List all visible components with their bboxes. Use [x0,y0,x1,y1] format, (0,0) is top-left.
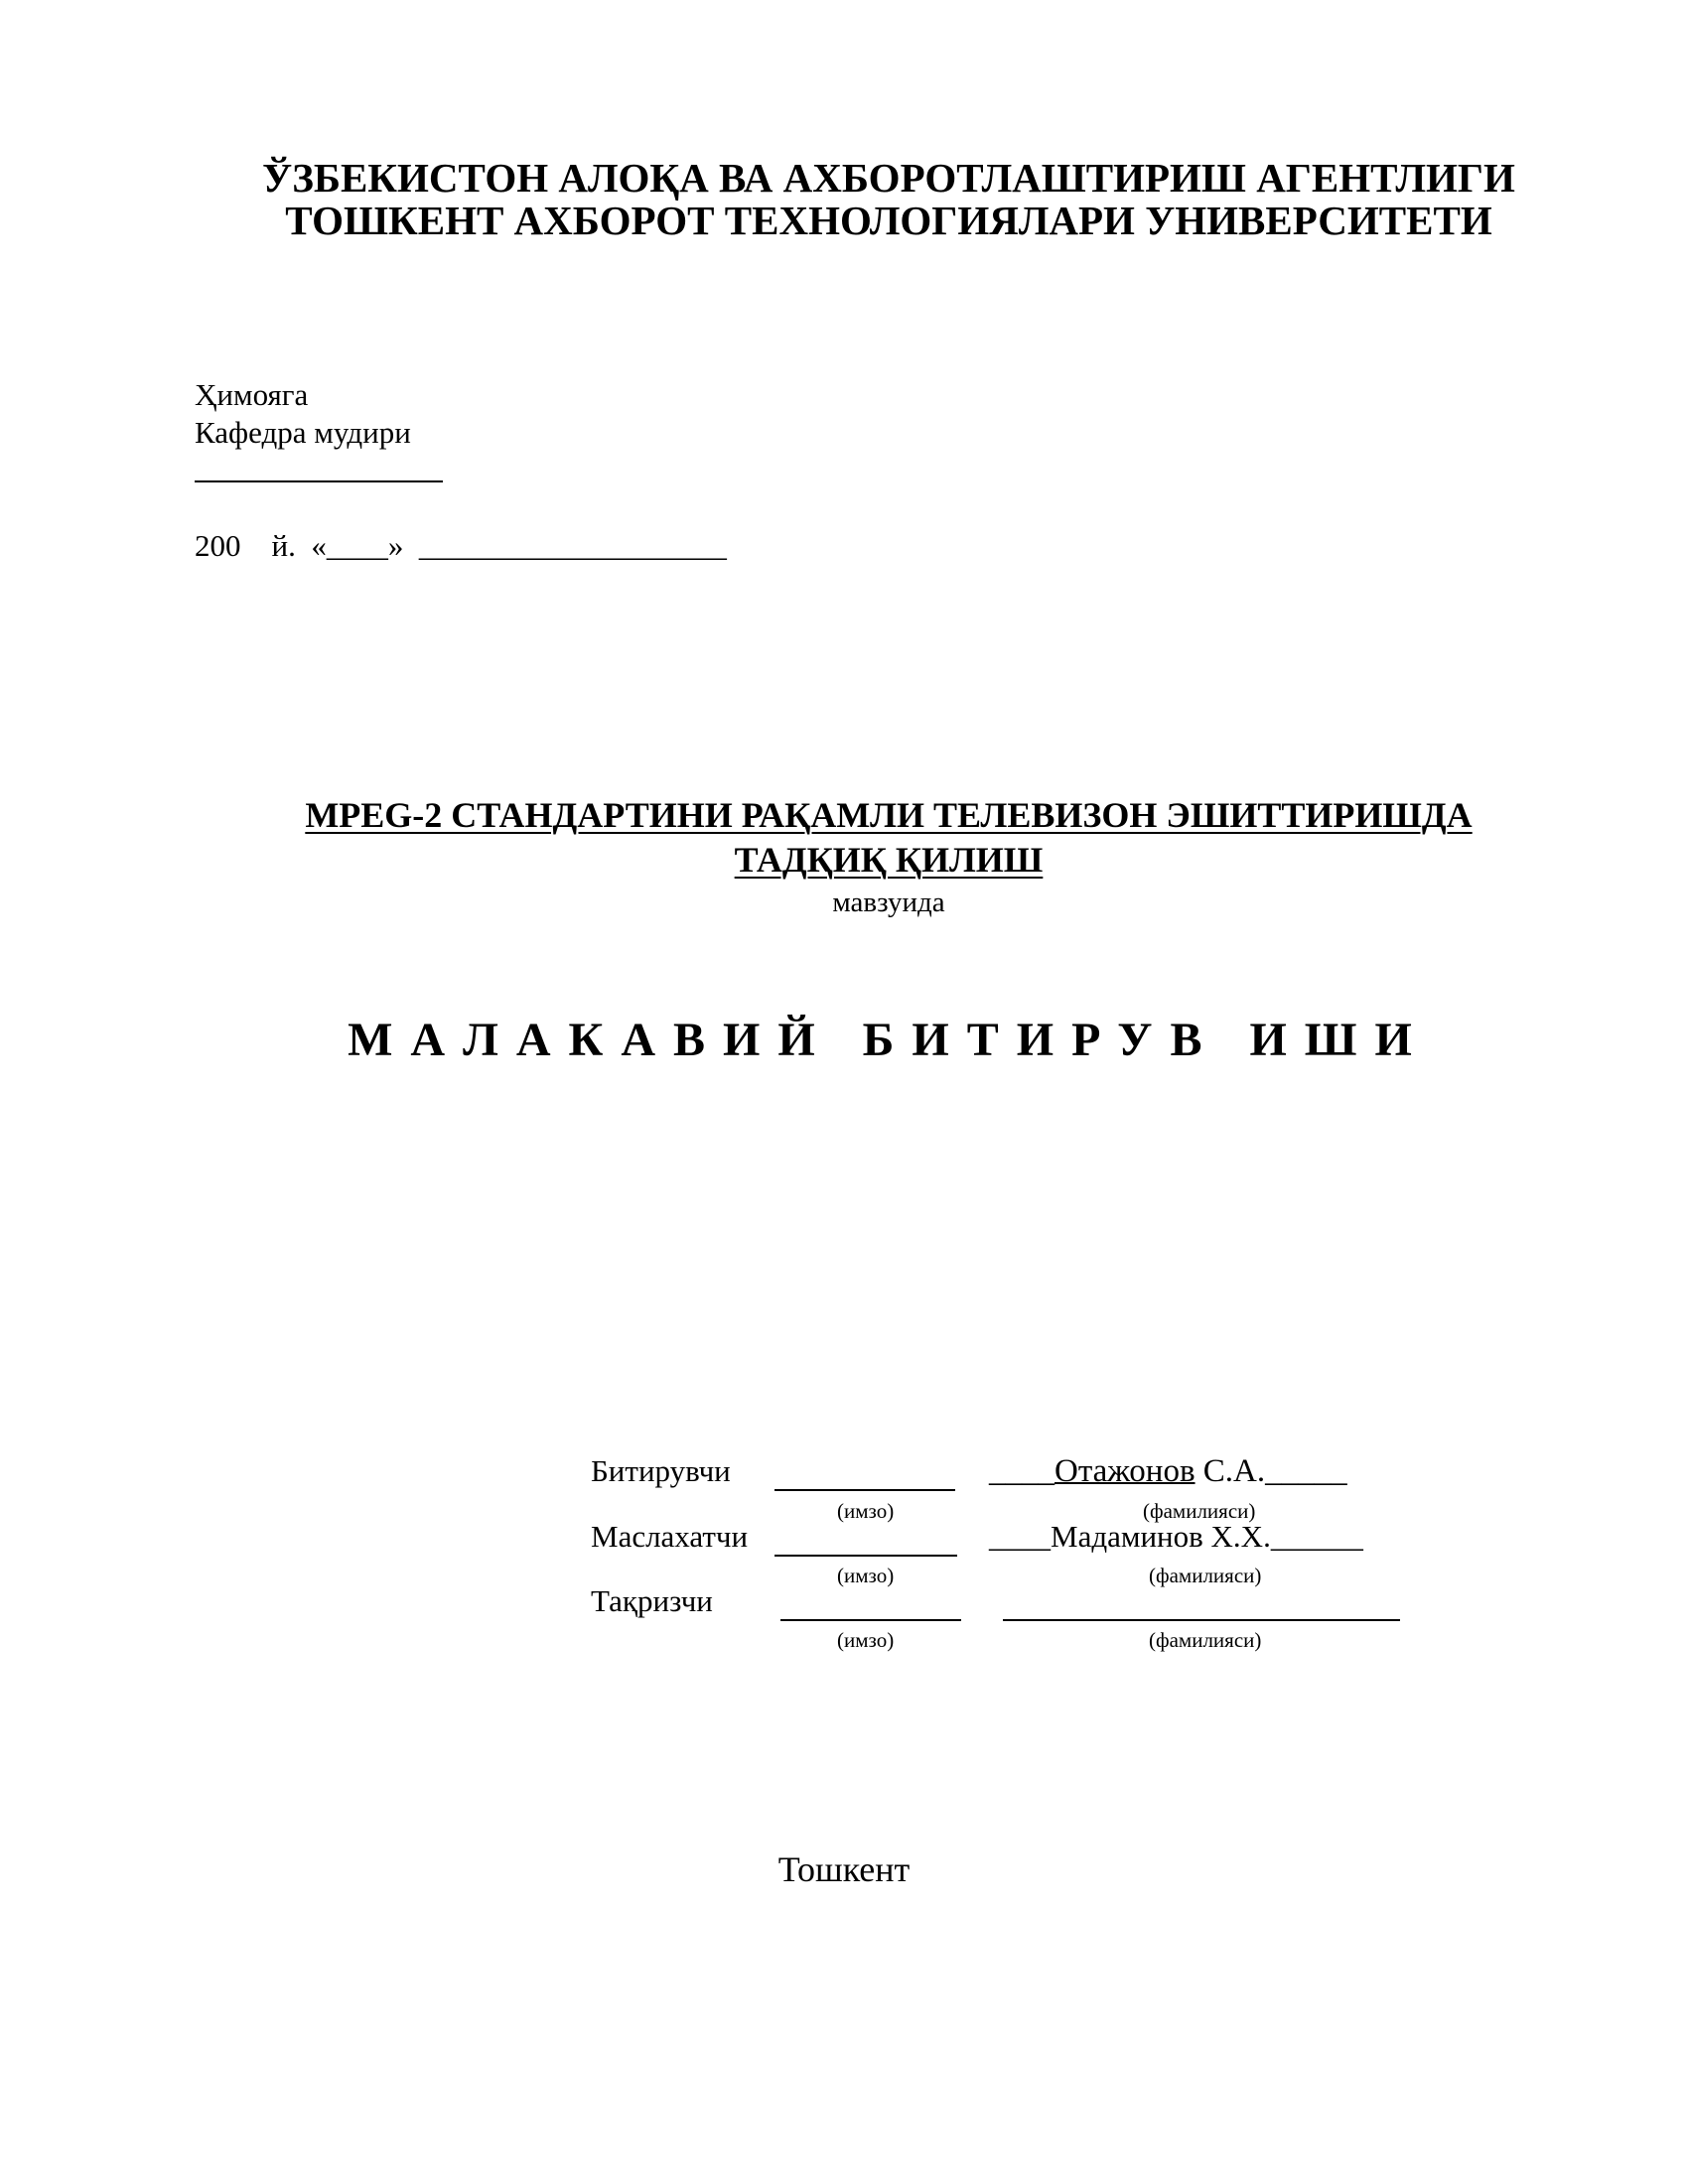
university-title: ТОШКЕНТ АХБОРОТ ТЕХНОЛОГИЯЛАРИ УНИВЕРСИТЕТИ [285,198,1492,243]
name-caption-consultant: (фамилияси) [1149,1564,1262,1587]
name-line-reviewer [1003,1585,1400,1621]
signature-name-graduate: ____Отажонов С.А._____ [989,1453,1347,1489]
topic-title-line-2: ТАДҚИҚ ҚИЛИШ [734,840,1044,880]
signature-caption-consultant: (имзо) [837,1564,895,1587]
name-caption-graduate: (фамилияси) [1143,1499,1256,1523]
name-caption-reviewer: (фамилияси) [1149,1628,1262,1652]
agency-title: ЎЗБЕКИСТОН АЛОҚА ВА АХБОРОТЛАШТИРИШ АГЕНТЛИГИ [262,155,1515,201]
approval-date: 200 й. «____» ____________________ [195,528,727,563]
topic-caption: мавзуида [832,887,945,918]
signature-line-graduate [774,1455,955,1491]
approval-role: Кафедра мудири [195,415,411,450]
approval-signature-line [195,447,443,482]
topic-title-line-1: MPEG-2 СТАНДАРТИНИ РАҚАМЛИ ТЕЛЕВИЗОН ЭШИТТИРИШДА [305,795,1473,835]
signature-caption-graduate: (имзо) [837,1499,895,1523]
signature-role-reviewer: Тақризчи [591,1583,713,1618]
signature-caption-reviewer: (имзо) [837,1628,895,1652]
city: Тошкент [777,1849,911,1889]
approval-title: Ҳимояга [195,377,309,412]
signature-name-consultant: ____Мадаминов Х.Х.______ [989,1519,1363,1554]
signature-line-consultant [774,1521,957,1557]
signature-role-graduate: Битирувчи [591,1453,731,1488]
signature-line-reviewer [780,1585,961,1621]
work-type-title: МАЛАКАВИЙ БИТИРУВ ИШИ [348,1014,1430,1066]
signature-role-consultant: Маслахатчи [591,1519,749,1554]
